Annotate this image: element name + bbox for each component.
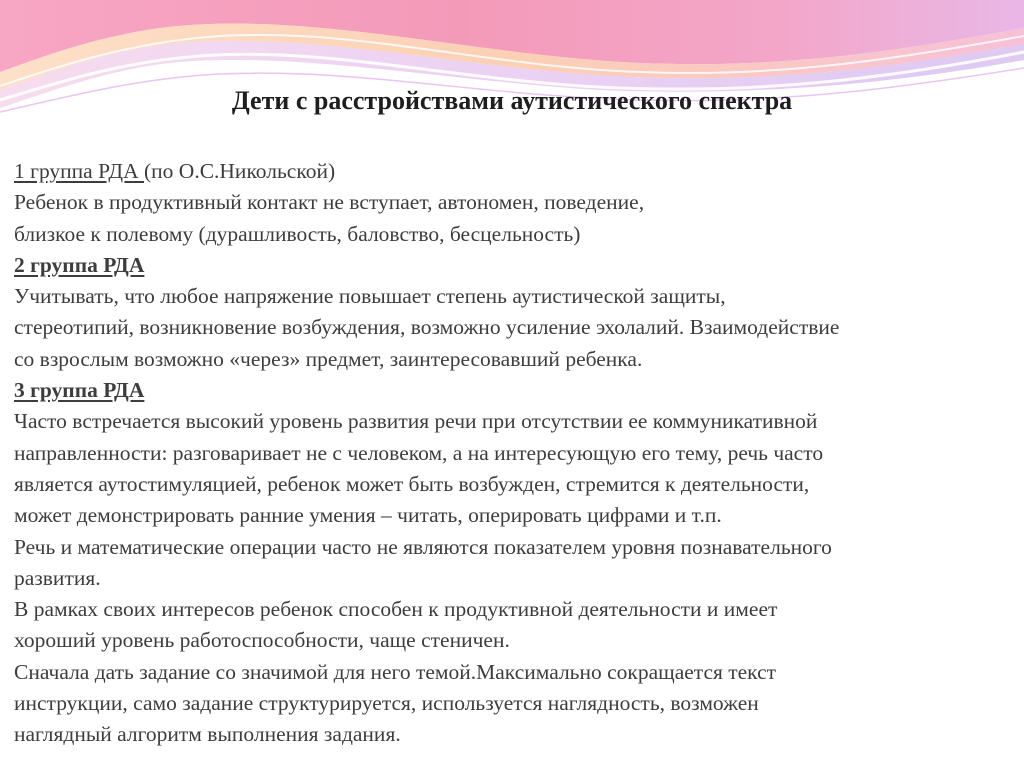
group2-heading-line <box>14 250 1014 281</box>
group3-text-line: инструкции, само задание структурируется, используется наглядность, возможен <box>14 691 759 716</box>
group3-text-line: может демонстрировать ранние умения – читать, оперировать цифрами и т.п. <box>14 503 722 528</box>
slide-content <box>14 156 1014 751</box>
group3-text-line: В рамках своих интересов ребенок способен к продуктивной деятельности и имеет <box>14 597 778 622</box>
group1-source: (по О.С.Никольской) <box>144 159 336 183</box>
group1-heading: 1 группа РДА <box>14 159 144 183</box>
group3-text-line: наглядный алгоритм выполнения задания. <box>14 722 401 747</box>
group1-text-line: Ребенок в продуктивный контакт не вступает, автономен, поведение, <box>14 190 645 215</box>
group3-text-line: направленности: разговаривает не с человеком, а на интересующую его тему, речь часто <box>14 440 824 465</box>
group2-text-line: Учитывать, что любое напряжение повышает степень аутистической защиты, <box>14 284 726 309</box>
group2-heading: 2 группа РДА <box>14 252 145 277</box>
group3-heading: 3 группа РДА <box>14 378 145 403</box>
group1-heading-line <box>14 156 1014 187</box>
group3-heading-line <box>14 375 1014 406</box>
group3-text-line: развития. <box>14 565 101 590</box>
group3-text-line: хороший уровень работоспособности, чаще стеничен. <box>14 628 510 653</box>
group3-text-line: Часто встречается высокий уровень развития речи при отсутствии ее коммуникативной <box>14 409 818 434</box>
slide-title: Дети с расстройствами аутистического спектра <box>231 86 793 115</box>
group2-text-line: стереотипий, возникновение возбуждения, возможно усиление эхолалий. Взаимодействие <box>14 315 840 340</box>
group1-text-line: близкое к полевому (дурашливость, баловство, бесцельность) <box>14 221 581 246</box>
group3-text-line: Сначала дать задание со значимой для него темой.Максимально сокращается текст <box>14 659 777 684</box>
group3-text-line: Речь и математические операции часто не являются показателем уровня познавательного <box>14 534 832 559</box>
group3-text-line: является аутостимуляцией, ребенок может быть возбужден, стремится к деятельности, <box>14 471 810 496</box>
group2-text-line: со взрослым возможно «через» предмет, заинтересовавший ребенка. <box>14 346 643 371</box>
